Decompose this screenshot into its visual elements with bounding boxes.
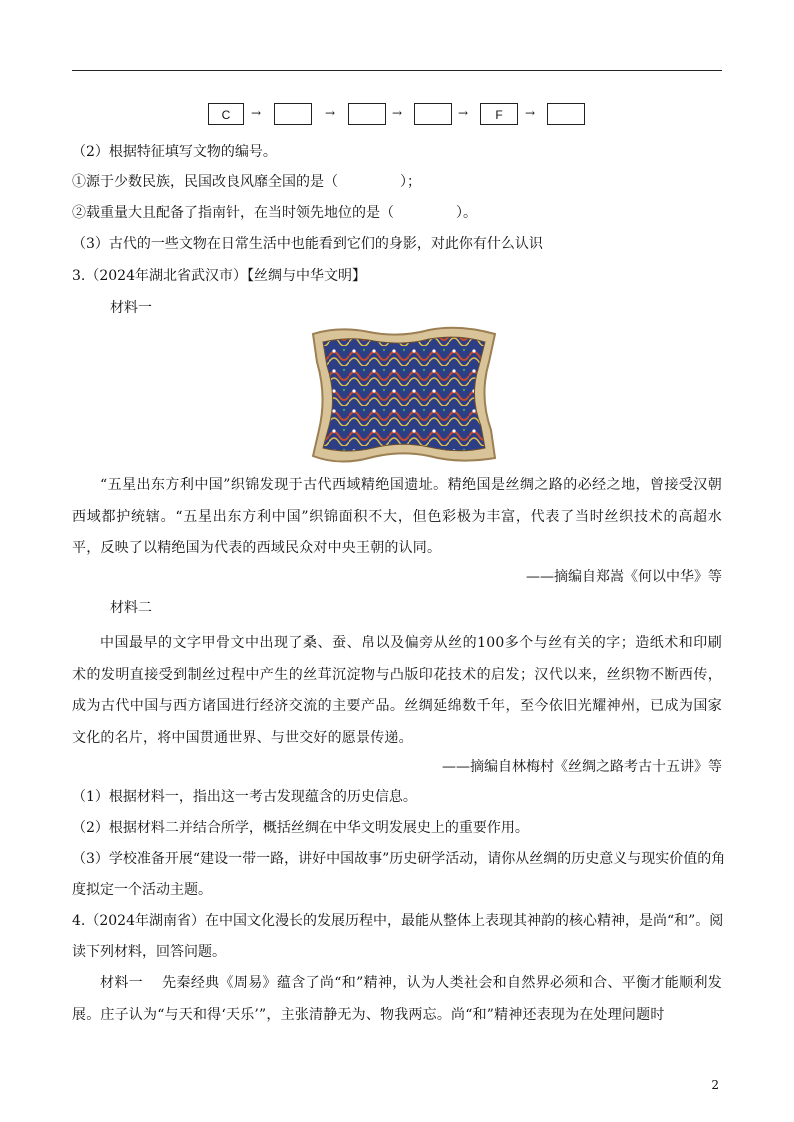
question-3-title: 3.（2024年湖北省武汉市）【丝绸与中华文明】: [72, 268, 366, 284]
sequence-box-5[interactable]: F: [480, 103, 518, 125]
silk-brocade-image: [309, 326, 499, 464]
material-2-source: ——摘编自林梅村《丝绸之路考古十五讲》等: [442, 759, 722, 775]
question-3-sub-prompt: （3）古代的一些文物在日常生活中也能看到它们的身影，对此你有什么认识: [72, 236, 543, 252]
question-2-prompt: （2）根据特征填写文物的编号。: [72, 144, 277, 160]
sequence-box-3[interactable]: [348, 103, 386, 125]
material-1-source: ——摘编自郑嵩《何以中华》等: [526, 569, 722, 585]
material-1-text: “五星出东方利中国”织锦发现于古代西域精绝国遗址。精绝国是丝绸之路的必经之地，曾接受汉朝西域都护统辖。“五星出东方利中国”织锦面积不大，但色彩极为丰富，代表了当时丝织技术的高超水平，反映了以精绝国为代表的西域民众对中央王朝的认同。: [72, 477, 722, 556]
sequence-box-6[interactable]: [547, 103, 585, 125]
question-2-item-1: ①源于少数民族，民国改良风靡全国的是（ ）；: [72, 174, 421, 190]
question-4-title-b: 读下列材料，回答问题。: [72, 944, 226, 960]
sequence-box-2[interactable]: [274, 103, 312, 125]
question-3-sub-3b: 度拟定一个活动主题。: [72, 882, 212, 898]
question-3-sub-3a: （3）学校准备开展“建设一带一路，讲好中国故事”历史研学活动，请你从丝绸的历史意义与现实价值的角: [72, 851, 726, 867]
arrow-icon: →: [392, 106, 403, 120]
sequence-box-4[interactable]: [414, 103, 452, 125]
arrow-icon: →: [525, 106, 536, 120]
arrow-icon: →: [325, 106, 336, 120]
arrow-icon: →: [458, 106, 469, 120]
question-3-sub-1: （1）根据材料一，指出这一考古发现蕴含的历史信息。: [72, 789, 417, 805]
question-4-title-a: 4.（2024年湖南省）在中国文化漫长的发展历程中，最能从整体上表现其神韵的核心精神，是尚“和”。阅: [72, 913, 724, 929]
question-2-item-2: ②载重量大且配备了指南针，在当时领先地位的是（ ）。: [72, 205, 477, 221]
material-2-label: 材料二: [110, 600, 152, 616]
arrow-icon: →: [251, 106, 262, 120]
question-4-material-1: 材料一 先秦经典《周易》蕴含了尚“和”精神，认为人类社会和自然界必须和合、平衡才能顺利发展。庄子认为“与天和得‘天乐’”，主张清静无为、物我两忘。尚“和”精神还表现为在处理问题时: [72, 975, 722, 1023]
header-rule: [72, 70, 722, 71]
material-2-text: 中国最早的文字甲骨文中出现了桑、蚕、帛以及偏旁从丝的100多个与丝有关的字；造纸术和印刷术的发明直接受到制丝过程中产生的丝茸沉淀物与凸版印花技术的启发；汉代以来，丝织物不断西传，成为古代中国与西方诸国进行经济交流的主要产品。丝绸延绵数千年，至今依旧光耀神州，已成为国家文化的名片，将中国贯通世界、与世交好的愿景传递。: [72, 635, 722, 746]
material-1-label: 材料一: [110, 300, 152, 316]
question-3-sub-2: （2）根据材料二并结合所学，概括丝绸在中华文明发展史上的重要作用。: [72, 820, 529, 836]
sequence-box-1[interactable]: C: [208, 103, 244, 125]
page-number: 2: [711, 1078, 719, 1092]
